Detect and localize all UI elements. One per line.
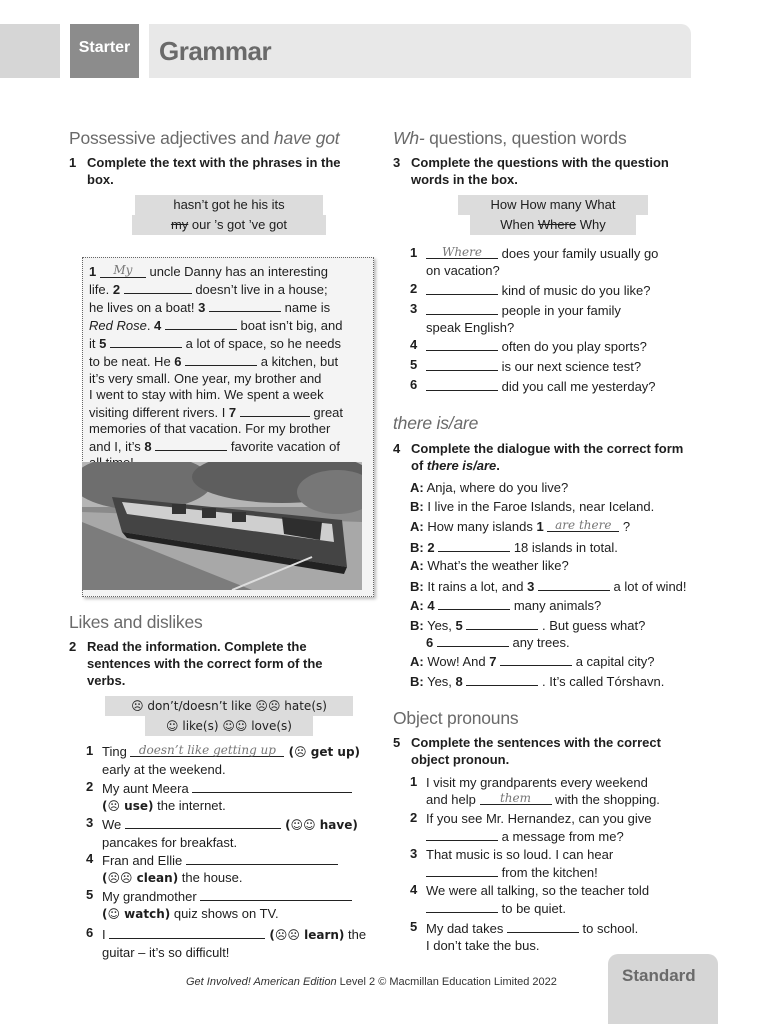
exercise-1-instruction: 1 Complete the text with the phrases in the box.: [69, 155, 341, 187]
exercise-3-instruction: 3 Complete the questions with the question words in the box.: [393, 155, 669, 187]
dialogue-line: A: What’s the weather like?: [410, 558, 569, 573]
list-item: 1 Where does your family usually go on vacation?: [410, 245, 659, 278]
possessive-section-title: Possessive adjectives and have got: [69, 128, 340, 148]
blank-wh-6[interactable]: [426, 377, 498, 391]
blank-dialogue-8[interactable]: [466, 672, 538, 686]
blank-7[interactable]: [240, 403, 310, 417]
dialogue-line: B: Yes, 5 . But guess what?: [410, 618, 646, 633]
blank-6[interactable]: [185, 352, 257, 366]
canal-boat-photo: [82, 462, 362, 590]
blank-wh-4[interactable]: [426, 337, 498, 351]
blank-wh-2[interactable]: [426, 281, 498, 295]
list-item: 5 My grandmother (☺ watch) quiz shows on TV.: [86, 887, 352, 923]
blank-object-2[interactable]: [426, 827, 498, 841]
copyright-footer: Get Involved! American Edition Level 2 © Macmillan Education Limited 2022: [186, 976, 557, 988]
exercise-5-instruction: 5 Complete the sentences with the correct object pronoun.: [393, 735, 661, 767]
blank-8[interactable]: [155, 437, 227, 451]
list-item: 3 people in your family speak English?: [410, 301, 621, 335]
list-item: 4 Fran and Ellie (☹☹ clean) the house.: [86, 851, 338, 887]
object-section-title: Object pronouns: [393, 708, 519, 728]
list-item: 3 That music is so loud. I can hear from the kitchen!: [410, 846, 614, 880]
blank-likes-2[interactable]: [192, 779, 352, 793]
blank-object-3[interactable]: [426, 863, 498, 877]
exercise-3-list: [410, 245, 710, 405]
list-item: 2 If you see Mr. Hernandez, can you give a message from me?: [410, 810, 652, 844]
list-item: 6 did you call me yesterday?: [410, 377, 656, 394]
dialogue: [410, 479, 710, 694]
dialogue-line: 6 any trees.: [426, 635, 570, 650]
list-item: 4 We were all talking, so the teacher told to be quiet.: [410, 882, 650, 916]
dialogue-line: B: It rains a lot, and 3 a lot of wind!: [410, 579, 687, 594]
blank-dialogue-2[interactable]: [438, 538, 510, 552]
page-title: Grammar: [159, 36, 272, 66]
list-item: 3 We (☺☺ have) pancakes for breakfast.: [86, 815, 358, 850]
word-box-3-row2: When Where Why: [470, 215, 636, 235]
dialogue-line: A: How many islands 1 are there ?: [410, 518, 631, 534]
exercise-2-instruction: 2 Read the information. Complete the sentences with the correct form of the verbs.: [69, 639, 323, 688]
dialogue-line: A: 4 many animals?: [410, 598, 602, 613]
level-tab: [608, 954, 718, 1024]
word-box-3-row1: How How many What: [458, 195, 648, 215]
dialogue-line: A: Anja, where do you live?: [410, 480, 569, 495]
blank-dialogue-5[interactable]: [466, 616, 538, 630]
dialogue-line: B: 2 18 islands in total.: [410, 540, 618, 555]
exercise-5-list: [410, 774, 710, 954]
blank-5[interactable]: [110, 334, 182, 348]
word-box-2-row1: ☹ don’t/doesn’t like ☹☹ hate(s): [105, 696, 353, 716]
word-box-1-row2: my our ’s got ’ve got: [132, 215, 326, 235]
header-left-tab: [0, 24, 60, 78]
wh-section-title: Wh- questions, question words: [393, 128, 627, 148]
likes-section-title: Likes and dislikes: [69, 612, 203, 632]
level-label: Standard: [622, 966, 696, 985]
blank-object-1[interactable]: them: [480, 791, 552, 805]
word-box-1-row1: hasn’t got he his its: [135, 195, 323, 215]
list-item: 5 is our next science test?: [410, 357, 642, 374]
blank-dialogue-3[interactable]: [538, 577, 610, 591]
list-item: 2 kind of music do you like?: [410, 281, 651, 298]
list-item: 4 often do you play sports?: [410, 337, 647, 354]
blank-dialogue-1[interactable]: are there: [547, 518, 619, 532]
blank-likes-6[interactable]: [109, 925, 265, 939]
blank-dialogue-6[interactable]: [437, 633, 509, 647]
blank-1[interactable]: My: [100, 264, 146, 278]
word-box-2-row2: ☺ like(s) ☺☺ love(s): [145, 716, 313, 736]
blank-wh-1[interactable]: Where: [426, 245, 498, 259]
blank-wh-5[interactable]: [426, 357, 498, 371]
blank-4[interactable]: [165, 316, 237, 330]
list-item: 1 Ting doesn’t like getting up (☹ get up) early at the weekend.: [86, 743, 361, 777]
blank-3[interactable]: [209, 298, 281, 312]
header-bar: [149, 24, 691, 78]
exercise-2-list: [86, 743, 376, 963]
list-item: 5 My dad takes to school. I don’t take the bus.: [410, 919, 639, 953]
exercise-4-instruction: 4 Complete the dialogue with the correct form of there is/are.: [393, 441, 684, 473]
blank-dialogue-7[interactable]: [500, 652, 572, 666]
starter-label: Starter: [70, 24, 139, 78]
thereis-section-title: there is/are: [393, 413, 479, 433]
list-item: 1 I visit my grandparents every weekend and help them with the shopping.: [410, 774, 660, 807]
list-item: 6 I (☹☹ learn) the guitar – it’s so difficult!: [86, 925, 367, 960]
dialogue-line: B: I live in the Faroe Islands, near Iceland.: [410, 499, 655, 514]
blank-object-4[interactable]: [426, 899, 498, 913]
dialogue-line: B: Yes, 8 . It’s called Tórshavn.: [410, 674, 665, 689]
list-item: 2 My aunt Meera (☹ use) the internet.: [86, 779, 352, 815]
blank-2[interactable]: [124, 280, 192, 294]
blank-object-5[interactable]: [507, 919, 579, 933]
blank-likes-4[interactable]: [186, 851, 338, 865]
blank-likes-5[interactable]: [200, 887, 352, 901]
story-paragraph: 1 My uncle Danny has an interesting life. 2 doesn’t live in a house; he lives on a boat! 3 name is Red Rose. 4 boat isn’t big, and it 5 a lot of space, so he needs to be neat. He 6 a kitchen, but it’s very small. One year, my brother and I went to stay with him. We spent a week visiting different rivers. I 7 great memories of that vacation. For my brother and I, it’s 8 favorite vacation of: [89, 263, 344, 454]
blank-likes-3[interactable]: [125, 815, 281, 829]
blank-wh-3[interactable]: [426, 301, 498, 315]
blank-likes-1[interactable]: doesn’t like getting up: [130, 743, 284, 757]
dialogue-line: A: Wow! And 7 a capital city?: [410, 654, 655, 669]
blank-dialogue-4[interactable]: [438, 596, 510, 610]
